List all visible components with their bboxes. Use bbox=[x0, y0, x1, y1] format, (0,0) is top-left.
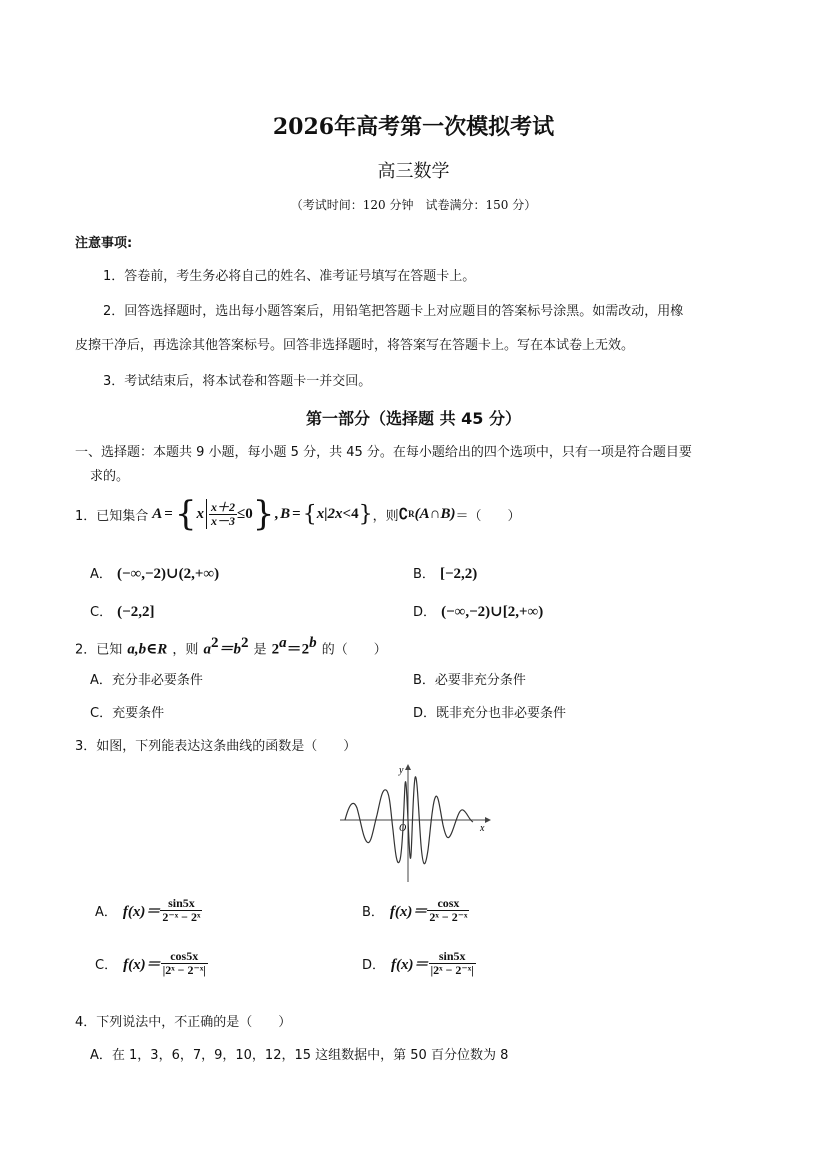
q1-set-b-exp: x bbox=[335, 505, 343, 522]
q3-option-b-numerator: cosx bbox=[427, 897, 469, 911]
q1-option-c-label: C． bbox=[90, 605, 113, 620]
q3-option-d-fx: f(x)＝ bbox=[391, 956, 429, 973]
q2-option-a[interactable]: A．充分非必要条件 bbox=[90, 673, 203, 688]
q1-suffix: ，则 bbox=[372, 508, 399, 524]
q3-option-c-numerator: cos5x bbox=[161, 950, 208, 964]
q2-prefix: 2．已知 bbox=[75, 642, 123, 658]
q4-option-a[interactable]: A．在 1，3，6，7，9，10，12，15 这组数据中，第 50 百分位数为 8 bbox=[90, 1048, 509, 1063]
q2-stmt1-eq: ＝b bbox=[218, 641, 241, 658]
question-1-stem: 1．已知集合 A = { x $\frac{x+2}{x-3}$ ≤0 } , B = { x|2 x <4 } ，则 ∁ R (A∩B) ＝（ ） bbox=[75, 494, 521, 534]
q3-option-a-numerator: sin5x bbox=[160, 897, 202, 911]
graph-x-label: x bbox=[480, 823, 485, 834]
q1-complement-sub: R bbox=[408, 509, 415, 519]
q2-stmt2-exp2: b bbox=[309, 635, 317, 651]
q1-eq-blank: ＝（ ） bbox=[455, 508, 521, 524]
q1-expr: (A∩B) bbox=[414, 505, 456, 522]
q2-stmt1-exp: 2 bbox=[210, 635, 219, 651]
graph-y-arrow bbox=[405, 764, 411, 770]
q1-set-a-relation: ≤0 bbox=[237, 505, 253, 522]
q2-condition: a,b∈R bbox=[127, 641, 168, 658]
q1-complement: ∁ bbox=[398, 506, 409, 523]
q3-option-b-label: B． bbox=[362, 904, 384, 920]
q2-option-b[interactable]: B．必要非充分条件 bbox=[413, 673, 526, 688]
q3-option-b[interactable] bbox=[362, 897, 469, 923]
q3-option-c-fx: f(x)＝ bbox=[123, 956, 161, 973]
q1-set-a-numerator: x＋2 bbox=[211, 499, 236, 514]
q1-option-d[interactable] bbox=[413, 601, 543, 621]
subject-title: 高三数学 bbox=[377, 161, 450, 182]
q1-option-a[interactable] bbox=[90, 563, 219, 583]
q1-option-c[interactable] bbox=[90, 601, 154, 621]
notice-heading: 注意事项: bbox=[75, 236, 133, 251]
q2-stmt2: 2 bbox=[271, 641, 280, 658]
q1-option-b-label: B． bbox=[413, 567, 435, 582]
notice-item-1: 1．答卷前，考生务必将自己的姓名、准考证号填写在答题卡上。 bbox=[103, 269, 476, 284]
q1-option-c-text: (−2,2] bbox=[117, 604, 155, 620]
q3-option-c-label: C． bbox=[95, 957, 118, 973]
q2-mid2: 是 bbox=[253, 642, 267, 658]
graph-origin-label: O bbox=[399, 823, 407, 834]
q1-set-b-relation: <4 bbox=[342, 505, 359, 522]
q1-option-b-text: [−2,2) bbox=[440, 566, 478, 582]
q1-option-d-label: D． bbox=[413, 605, 437, 620]
q1-option-b[interactable] bbox=[413, 563, 477, 583]
q3-option-a-fx: f(x)＝ bbox=[122, 903, 161, 920]
notice-item-3: 3．考试结束后，将本试卷和答题卡一并交回。 bbox=[103, 374, 372, 389]
q3-option-d-label: D． bbox=[362, 957, 386, 973]
section-heading: 第一部分（选择题 共 45 分） bbox=[306, 409, 521, 428]
q2-stmt1-exp2: 2 bbox=[240, 635, 249, 651]
q1-set-a-var: x bbox=[196, 505, 204, 522]
section-intro-line2: 求的。 bbox=[90, 469, 130, 484]
q3-option-a[interactable] bbox=[95, 897, 202, 923]
q2-stmt2-eq: ＝2 bbox=[286, 641, 310, 658]
q1-set-a-label: A bbox=[152, 505, 163, 522]
q1-option-a-label: A． bbox=[90, 567, 112, 582]
q2-option-d[interactable]: D．既非充分也非必要条件 bbox=[413, 706, 567, 721]
q2-suffix: 的（ ） bbox=[321, 642, 387, 658]
q1-option-a-text: (−∞,−2)∪(2,+∞) bbox=[117, 566, 220, 582]
q3-option-b-fx: f(x)＝ bbox=[389, 903, 428, 920]
graph-x-arrow bbox=[485, 817, 491, 823]
question-2-stem bbox=[75, 635, 387, 658]
q3-option-d[interactable] bbox=[362, 950, 476, 976]
q3-option-d-denominator: |2ˣ − 2⁻ˣ| bbox=[430, 962, 474, 977]
graph-y-label: y bbox=[399, 765, 404, 776]
q3-option-a-denominator: 2⁻ˣ − 2ˣ bbox=[162, 909, 201, 924]
q3-option-b-denominator: 2ˣ − 2⁻ˣ bbox=[429, 909, 468, 924]
q2-stmt2-exp: a bbox=[279, 635, 287, 651]
q2-option-c[interactable]: C．充要条件 bbox=[90, 706, 165, 721]
q1-set-b-expr: x|2 bbox=[316, 505, 336, 522]
notice-item-2-line2: 皮擦干净后，再选涂其他答案标号。回答非选择题时，将答案写在答题卡上。写在本试卷上无效。 bbox=[75, 338, 635, 353]
q3-option-d-numerator: sin5x bbox=[429, 950, 476, 964]
exam-title: 2026年高考第一次模拟考试 bbox=[272, 114, 555, 140]
question-3-stem: 3．如图，下列能表达这条曲线的函数是（ ） bbox=[75, 739, 357, 754]
q3-option-c[interactable] bbox=[95, 950, 208, 976]
notice-item-2-line1: 2．回答选择题时，选出每小题答案后，用铅笔把答题卡上对应题目的答案标号涂黑。如需改动，用橡 bbox=[103, 304, 684, 319]
q3-function-graph bbox=[335, 760, 495, 885]
section-intro-line1: 一、选择题：本题共 9 小题，每小题 5 分，共 45 分。在每小题给出的四个选项中，只有一项是符合题目要 bbox=[75, 445, 692, 460]
q3-option-c-denominator: |2ˣ − 2⁻ˣ| bbox=[162, 962, 206, 977]
question-4-stem: 4．下列说法中，不正确的是（ ） bbox=[75, 1015, 292, 1030]
q1-set-b-label: B bbox=[280, 505, 291, 522]
q2-stmt1: a bbox=[203, 641, 211, 658]
q3-option-a-label: A． bbox=[95, 904, 117, 920]
q1-option-d-text: (−∞,−2)∪[2,+∞) bbox=[441, 604, 544, 620]
q1-prefix: 1．已知集合 bbox=[75, 508, 149, 524]
exam-info: （考试时间：120 分钟 试卷满分：150 分） bbox=[290, 198, 537, 212]
q1-set-a-denominator: x－3 bbox=[211, 513, 236, 528]
q2-mid1: ，则 bbox=[172, 642, 199, 658]
